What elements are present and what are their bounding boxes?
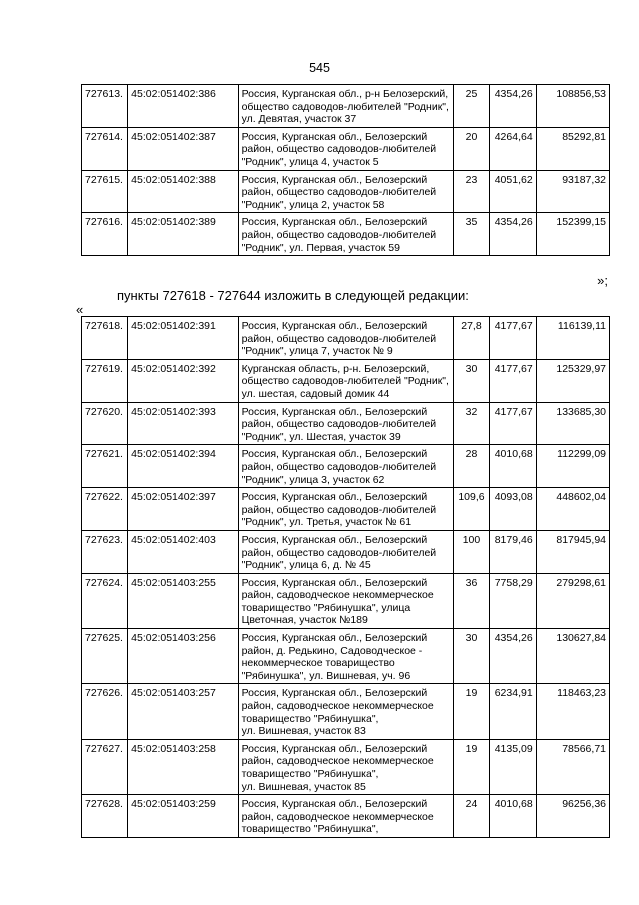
cadastral-number-cell: 45:02:051403:259 xyxy=(128,795,238,838)
address-cell: Россия, Курганская обл., Белозерский район, садоводческое некоммерческое товарищество "Рябинушка", xyxy=(238,795,454,838)
cadastral-number-cell: 45:02:051402:387 xyxy=(128,127,238,170)
area-cell: 100 xyxy=(454,530,489,573)
address-cell: Россия, Курганская обл., Белозерский район, общество садоводов-любителей "Родник", ул. Третья, участок № 61 xyxy=(238,488,454,531)
address-cell: Россия, Курганская обл., Белозерский район, садоводческое некоммерческое товарищество "Рябинушка", ул. Вишневая, участок 83 xyxy=(238,684,454,739)
cadastral-number-cell: 45:02:051403:257 xyxy=(128,684,238,739)
cadastral-value-cell: 448602,04 xyxy=(536,488,609,531)
cadastral-value-cell: 108856,53 xyxy=(536,85,609,128)
table-row xyxy=(82,317,610,360)
area-cell: 27,8 xyxy=(454,317,489,360)
table-row xyxy=(82,739,610,794)
cadastral-number-cell: 45:02:051402:388 xyxy=(128,170,238,213)
opening-quote: « xyxy=(76,302,84,317)
specific-value-cell: 4010,68 xyxy=(489,795,536,838)
specific-value-cell: 4177,67 xyxy=(489,359,536,402)
table-row xyxy=(82,213,610,256)
cadastral-value-cell: 152399,15 xyxy=(536,213,609,256)
table-row xyxy=(82,795,610,838)
cadastral-value-cell: 116139,11 xyxy=(536,317,609,360)
cadastral-value-cell: 93187,32 xyxy=(536,170,609,213)
area-cell: 32 xyxy=(454,402,489,445)
cadastral-value-cell: 279298,61 xyxy=(536,573,609,628)
cadastral-number-cell: 45:02:051403:256 xyxy=(128,629,238,684)
table-row xyxy=(82,359,610,402)
row-number-cell: 727628. xyxy=(82,795,128,838)
cadastral-number-cell: 45:02:051402:394 xyxy=(128,445,238,488)
table-row xyxy=(82,170,610,213)
row-number-cell: 727621. xyxy=(82,445,128,488)
table-row xyxy=(82,530,610,573)
cadastral-value-cell: 78566,71 xyxy=(536,739,609,794)
specific-value-cell: 4093,08 xyxy=(489,488,536,531)
row-number-cell: 727626. xyxy=(82,684,128,739)
table-row xyxy=(82,488,610,531)
registry-table-amended xyxy=(81,316,610,838)
address-cell: Курганская область, р-н. Белозерский, общество садоводов-любителей "Родник", ул. шестая, садовый домик 44 xyxy=(238,359,454,402)
amendment-instruction: пункты 727618 - 727644 изложить в следующей редакции: xyxy=(117,288,469,303)
table-row xyxy=(82,402,610,445)
address-cell: Россия, Курганская обл., Белозерский район, общество садоводов-любителей "Родник", улица 4, участок 5 xyxy=(238,127,454,170)
area-cell: 25 xyxy=(454,85,489,128)
specific-value-cell: 7758,29 xyxy=(489,573,536,628)
area-cell: 35 xyxy=(454,213,489,256)
cadastral-value-cell: 96256,36 xyxy=(536,795,609,838)
specific-value-cell: 4177,67 xyxy=(489,402,536,445)
area-cell: 24 xyxy=(454,795,489,838)
address-cell: Россия, Курганская обл., Белозерский район, общество садоводов-любителей "Родник", улица 6, д. № 45 xyxy=(238,530,454,573)
specific-value-cell: 4264,64 xyxy=(489,127,536,170)
specific-value-cell: 8179,46 xyxy=(489,530,536,573)
area-cell: 23 xyxy=(454,170,489,213)
specific-value-cell: 4010,68 xyxy=(489,445,536,488)
table-row xyxy=(82,684,610,739)
area-cell: 109,6 xyxy=(454,488,489,531)
specific-value-cell: 4177,67 xyxy=(489,317,536,360)
area-cell: 30 xyxy=(454,359,489,402)
area-cell: 28 xyxy=(454,445,489,488)
cadastral-number-cell: 45:02:051402:403 xyxy=(128,530,238,573)
area-cell: 19 xyxy=(454,739,489,794)
registry-table-previous xyxy=(81,84,610,256)
table-row xyxy=(82,445,610,488)
address-cell: Россия, Курганская обл., Белозерский район, д. Редькино, Садоводческое - некоммерческое товарищество "Рябинушка", ул. Вишневая, уч. 96 xyxy=(238,629,454,684)
address-cell: Россия, Курганская обл., Белозерский район, садоводческое некоммерческое товарищество "Рябинушка", ул. Вишневая, участок 85 xyxy=(238,739,454,794)
page-number: 545 xyxy=(309,61,330,75)
specific-value-cell: 4354,26 xyxy=(489,213,536,256)
cadastral-number-cell: 45:02:051402:389 xyxy=(128,213,238,256)
row-number-cell: 727624. xyxy=(82,573,128,628)
specific-value-cell: 4354,26 xyxy=(489,85,536,128)
table-row xyxy=(82,629,610,684)
row-number-cell: 727622. xyxy=(82,488,128,531)
cadastral-number-cell: 45:02:051402:386 xyxy=(128,85,238,128)
cadastral-number-cell: 45:02:051402:391 xyxy=(128,317,238,360)
address-cell: Россия, Курганская обл., Белозерский район, садоводческое некоммерческое товарищество "Рябинушка", улица Цветочная, участок №189 xyxy=(238,573,454,628)
cadastral-value-cell: 85292,81 xyxy=(536,127,609,170)
area-cell: 36 xyxy=(454,573,489,628)
table-row xyxy=(82,573,610,628)
row-number-cell: 727616. xyxy=(82,213,128,256)
cadastral-number-cell: 45:02:051403:255 xyxy=(128,573,238,628)
table-row xyxy=(82,85,610,128)
row-number-cell: 727625. xyxy=(82,629,128,684)
row-number-cell: 727614. xyxy=(82,127,128,170)
cadastral-number-cell: 45:02:051402:393 xyxy=(128,402,238,445)
address-cell: Россия, Курганская обл., Белозерский район, общество садоводов-любителей "Родник", ул. Первая, участок 59 xyxy=(238,213,454,256)
row-number-cell: 727623. xyxy=(82,530,128,573)
cadastral-value-cell: 130627,84 xyxy=(536,629,609,684)
row-number-cell: 727620. xyxy=(82,402,128,445)
specific-value-cell: 6234,91 xyxy=(489,684,536,739)
address-cell: Россия, Курганская обл., р-н Белозерский, общество садоводов-любителей "Родник", ул. Девятая, участок 37 xyxy=(238,85,454,128)
row-number-cell: 727618. xyxy=(82,317,128,360)
area-cell: 30 xyxy=(454,629,489,684)
cadastral-value-cell: 118463,23 xyxy=(536,684,609,739)
row-number-cell: 727615. xyxy=(82,170,128,213)
area-cell: 19 xyxy=(454,684,489,739)
cadastral-value-cell: 133685,30 xyxy=(536,402,609,445)
specific-value-cell: 4051,62 xyxy=(489,170,536,213)
address-cell: Россия, Курганская обл., Белозерский район, общество садоводов-любителей "Родник", улица 7, участок № 9 xyxy=(238,317,454,360)
cadastral-value-cell: 817945,94 xyxy=(536,530,609,573)
row-number-cell: 727619. xyxy=(82,359,128,402)
cadastral-value-cell: 125329,97 xyxy=(536,359,609,402)
address-cell: Россия, Курганская обл., Белозерский район, общество садоводов-любителей "Родник", улица 3, участок 62 xyxy=(238,445,454,488)
specific-value-cell: 4354,26 xyxy=(489,629,536,684)
row-number-cell: 727613. xyxy=(82,85,128,128)
cadastral-number-cell: 45:02:051403:258 xyxy=(128,739,238,794)
table-row xyxy=(82,127,610,170)
address-cell: Россия, Курганская обл., Белозерский район, общество садоводов-любителей "Родник", улица 2, участок 58 xyxy=(238,170,454,213)
area-cell: 20 xyxy=(454,127,489,170)
address-cell: Россия, Курганская обл., Белозерский район, общество садоводов-любителей "Родник", ул. Шестая, участок 39 xyxy=(238,402,454,445)
cadastral-number-cell: 45:02:051402:397 xyxy=(128,488,238,531)
row-number-cell: 727627. xyxy=(82,739,128,794)
closing-quote: »; xyxy=(597,273,608,288)
cadastral-number-cell: 45:02:051402:392 xyxy=(128,359,238,402)
specific-value-cell: 4135,09 xyxy=(489,739,536,794)
cadastral-value-cell: 112299,09 xyxy=(536,445,609,488)
